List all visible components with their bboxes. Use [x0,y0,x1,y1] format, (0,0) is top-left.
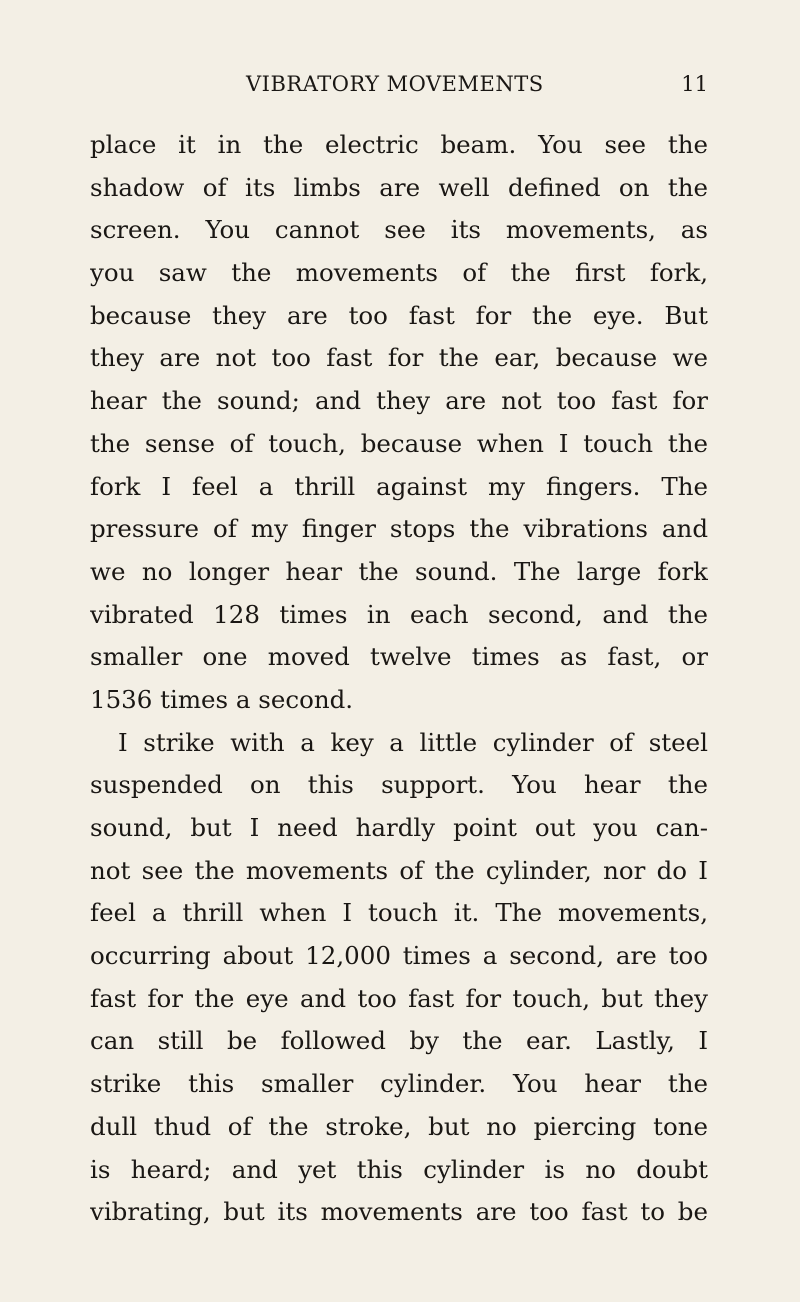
text-line: not see the movements of the cylinder, nor do I [90,855,708,885]
text-line: feel a thrill when I touch it. The movements, [90,898,708,928]
text-line: hear the sound; and they are not too fast for [90,386,708,416]
text-line: screen. You cannot see its movements, as [90,215,708,245]
text-line: strike this smaller cylinder. You hear the [90,1069,708,1099]
page-number: 11 [681,72,708,96]
text-line: pressure of my finger stops the vibrations and [90,514,708,544]
text-line: sound, but I need hardly point out you can- [90,813,708,842]
text-line: because they are too fast for the eye. But [90,300,708,330]
text-line: we no longer hear the sound. The large fork [90,556,708,586]
running-head [90,72,708,104]
paragraph-start-line: I strike with a key a little cylinder of steel [118,727,708,757]
text-line: the sense of touch, because when I touch the [90,428,708,458]
text-line: you saw the movements of the first fork, [90,258,708,288]
body-text [90,124,708,1234]
paragraph-end-line: 1536 times a second. [90,684,354,714]
running-title: VIBRATORY MOVEMENTS [246,72,544,96]
text-line: they are not too fast for the ear, because we [90,343,708,373]
text-line: vibrated 128 times in each second, and the [90,599,708,629]
text-line: occurring about 12,000 times a second, are too [90,941,708,971]
text-line: fork I feel a thrill against my fingers. The [90,471,708,501]
text-line: vibrating, but its movements are too fast to be [90,1197,708,1227]
text-line: fast for the eye and too fast for touch, but they [90,983,708,1013]
text-line: is heard; and yet this cylinder is no doubt [90,1154,708,1184]
text-line: can still be followed by the ear. Lastly, I [90,1026,708,1056]
text-line: dull thud of the stroke, but no piercing tone [90,1111,708,1141]
text-line: suspended on this support. You hear the [90,770,708,800]
text-line: place it in the electric beam. You see the [90,130,708,159]
text-line: shadow of its limbs are well defined on the [90,172,708,202]
text-line: smaller one moved twelve times as fast, or [90,642,708,672]
